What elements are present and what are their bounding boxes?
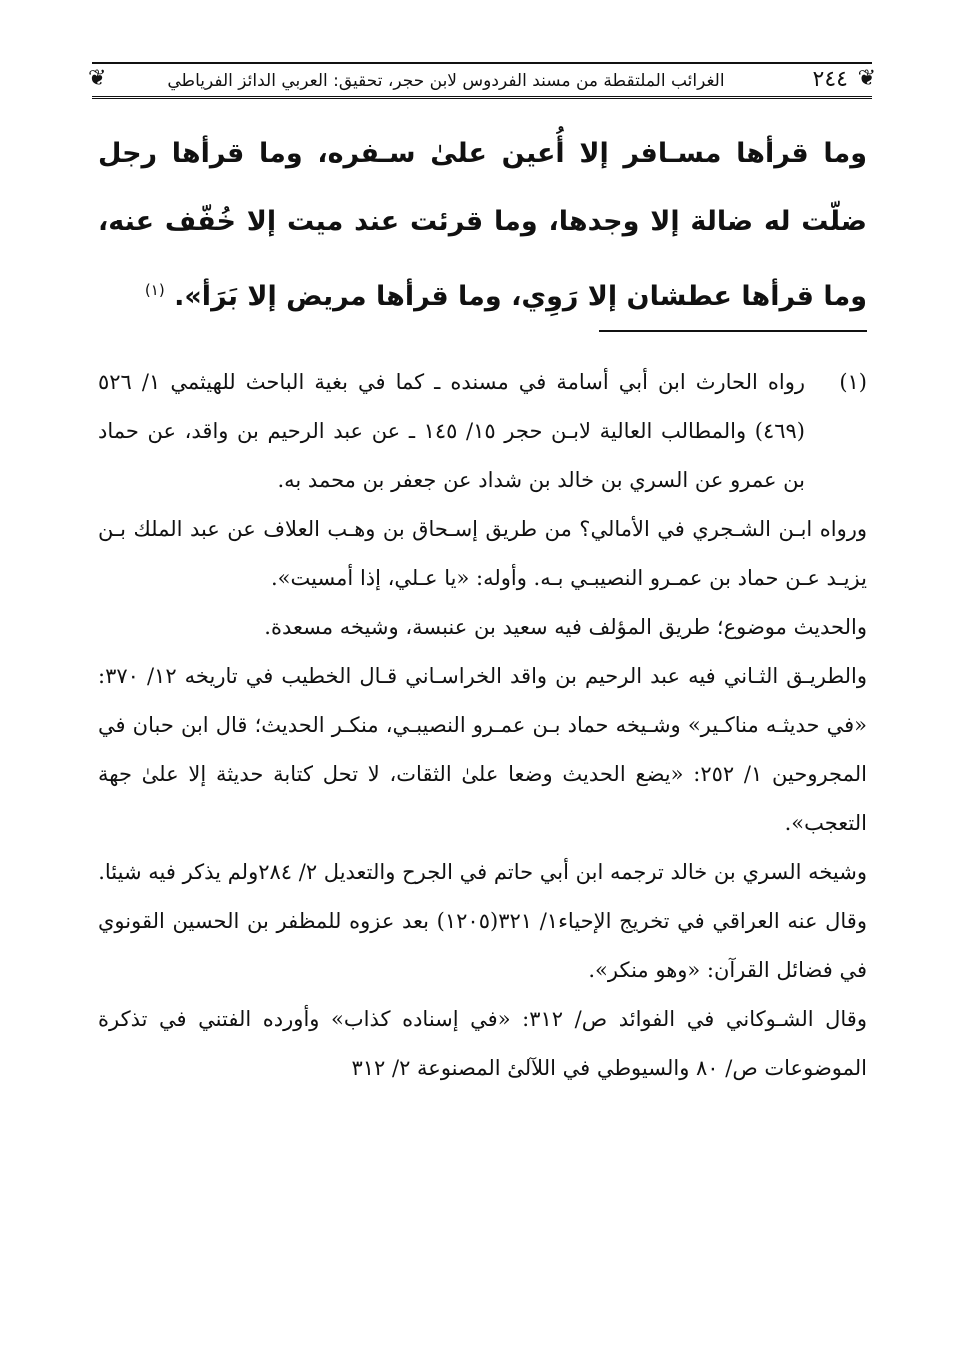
- footnote-paragraph: والطريـق الثـاني فيه عبد الرحيم بن واقد الخراسـاني قـال الخطيب في تاريخه ١٢/ ٣٧٠: «في حديثـه مناكـير» وشـيخه حماد بـن عمـرو النصيبـي، منكـر الحديث؛ قال ابن حبان في المجروحين ١/ ٢٥٢: «يضع الحديث وضعا علىٰ الثقات، لا تحل كتابة حديثة إلا علىٰ جهة التعجب».: [98, 664, 867, 835]
- header-ornament-left: ❦: [88, 66, 107, 91]
- header-rule-top: [92, 62, 872, 64]
- page-number: ٢٤٤: [812, 67, 848, 92]
- footnote-body: [98, 358, 805, 505]
- footnote-paragraph: وشيخه السري بن خالد ترجمه ابن أبي حاتم في الجرح والتعديل ٢/ ٢٨٤ولم يذكر فيه شيئا.: [98, 860, 867, 884]
- footnote-paragraph: والحديث موضوع؛ طريق المؤلف فيه سعيد بن عنبسة، وشيخه مسعدة.: [264, 615, 867, 639]
- page-header: [88, 62, 876, 106]
- footnote-entry: [98, 358, 867, 505]
- running-title: الغرائب الملتقطة من مسند الفردوس لابن حجر، تحقيق: العربي الدائز الفرياطي: [167, 71, 725, 91]
- footnote-paragraph: وقال عنه العراقي في تخريج الإحياء١/ ٣٢١(١٢٠٥) بعد عزوه للمظفر بن الحسين القونوي في فضائل القرآن: «وهو منكر».: [98, 909, 867, 982]
- main-paragraph: [98, 120, 867, 331]
- main-paragraph-text: وما قرأها مسـافر إلا أُعين علىٰ سـفره، وما قرأها رجل ضلّت له ضالة إلا وجدها، وما قرئت عند ميت إلا خُفّف عنه، وما قرأها عطشان إلا رَوِي، وما قرأها مريض إلا بَرَأ».: [98, 138, 867, 312]
- footnote-paragraph: ورواه ابـن الشـجري في الأمالي؟ من طريق إسـحاق بن وهـب العلاف عن عبد الملك بـن يزيـد عـن حماد بن عمـرو النصيبـي بـه. وأوله: «يا عـلي، إذا أمسيت».: [98, 517, 867, 590]
- footnote-paragraph: رواه الحارث ابن أبي أسامة في مسنده ـ كما في بغية الباحث للهيثمي ١/ ٥٢٦ (٤٦٩) والمطالب العالية لابـن حجر ١٥/ ١٤٥ ـ عن عبد الرحيم بن واقد، عن حماد بن عمرو عن السري بن خالد بن شداد عن جعفر بن محمد به.: [98, 370, 805, 492]
- footnotes: [98, 358, 867, 1093]
- footnote-paragraph: وقال الشـوكاني في الفوائد ص/ ٣١٢: «في إسناده كذاب» وأورده الفتني في تذكرة الموضوعات ص/ ٨٠ والسيوطي في اللآلئ المصنوعة ٢/ ٣١٢: [98, 1007, 867, 1080]
- footnote-reference[interactable]: (١): [144, 281, 165, 299]
- main-text: [98, 120, 867, 331]
- header-rule-bottom: [92, 96, 872, 99]
- footnote-mark: (١): [839, 370, 867, 394]
- footnote-separator: [599, 330, 867, 332]
- header-ornament-right: ❦: [857, 66, 876, 91]
